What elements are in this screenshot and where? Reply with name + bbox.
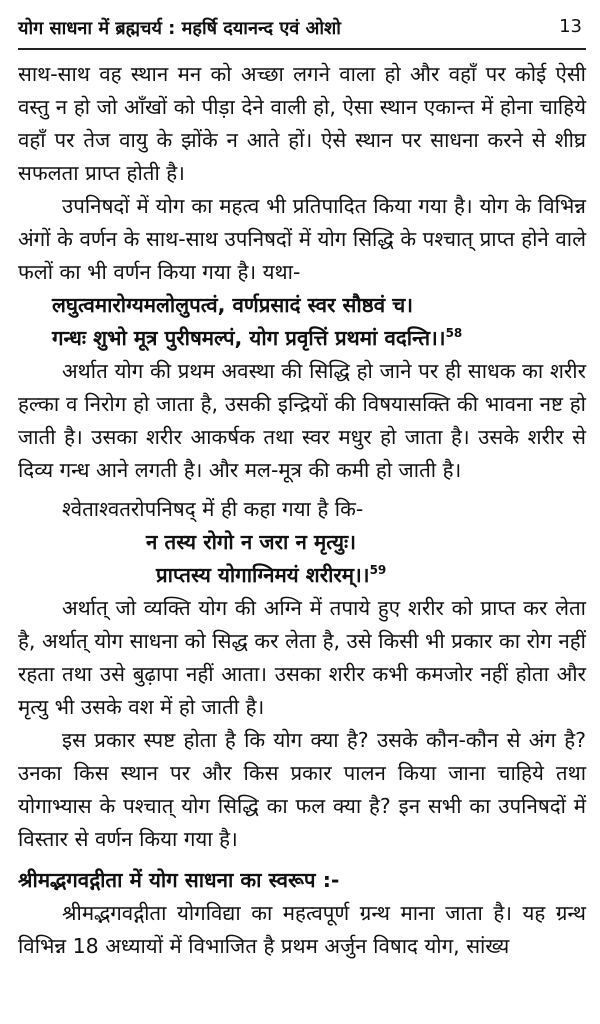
paragraph-2: उपनिषदों में योग का महत्व भी प्रतिपादित किया गया है। योग के विभिन्न अंगों के वर्णन के साथ-साथ उपनिषदों में योग सिद्धि के पश्चात् प्राप्त होने वाले फलों का भी वर्णन किया गया है। यथा- (18, 194, 586, 284)
footnote-ref-59: 59 (369, 563, 387, 578)
page-body (18, 58, 586, 963)
paragraph-5: अर्थात् जो व्यक्ति योग की अग्नि में तपाये हुए शरीर को प्राप्त कर लेता है, अर्थात् योग साधना को सिद्ध कर लेता है, उसे किसी भी प्रकार का रोग नहीं रहता तथा उसे बुढ़ापा नहीं आता। उसका शरीर कभी कमजोर नहीं होता और मृत्यु भी उसके वश में हो जाती है। (18, 596, 586, 719)
running-title: योग साधना में ब्रह्मचर्य : महर्षि दयानन्द एवं ओशो (18, 18, 341, 39)
verse-line-4 (18, 559, 586, 592)
verse-line-1-text: लघुत्वमारोग्यमलोलुपत्वं, वर्णप्रसादं स्वर सौष्ठवं च। (52, 293, 414, 317)
verse-line-1 (18, 289, 586, 322)
verse-line-2 (18, 322, 586, 355)
verse-line-3-text: न तस्य रोगो न जरा न मृत्युः। (146, 530, 356, 554)
verse-line-2-text: गन्धः शुभो मूत्र पुरीषमल्पं, योग प्रवृत्तिं प्रथमां वदन्ति।। (52, 326, 446, 350)
footnote-ref-58: 58 (445, 326, 463, 341)
paragraph-7: श्रीमद्भगवद्गीता योगविद्या का महत्वपूर्ण ग्रन्थ माना जाता है। यह ग्रन्थ विभिन्न 18 अध्यायों में विभाजित है प्रथम अर्जुन विषाद योग, सांख्य (18, 901, 586, 958)
paragraph-6: इस प्रकार स्पष्ट होता है कि योग क्या है? उसके कौन-कौन से अंग है? उनका किस स्थान पर और किस प्रकार पालन किया जाना चाहिये तथा योगाभ्यास के पश्चात् योग सिद्धि का फल क्या है? इन सभी का उपनिषदों में विस्तार से वर्णन किया गया है। (18, 728, 586, 851)
section-heading: श्रीमद्भगवद्गीता में योग साधना का स्वरूप :- (18, 868, 340, 892)
verse-line-3 (18, 526, 586, 559)
paragraph-1: साथ-साथ वह स्थान मन को अच्छा लगने वाला हो और वहाँ पर कोई ऐसी वस्तु न हो जो आँखों को पीड़ा देने वाली हो, ऐसा स्थान एकान्त में होना चाहिये वहाँ पर तेज वायु के झोंके न आते हों। ऐसे स्थान पर साधना करने से शीघ्र सफलता प्राप्त होती है। (18, 62, 586, 185)
page-header (18, 14, 586, 50)
page-number: 13 (559, 16, 582, 37)
paragraph-3: अर्थात योग की प्रथम अवस्था की सिद्धि हो जाने पर ही साधक का शरीर हल्का व निरोग हो जाता है, उसकी इन्द्रियों की विषयासक्ति की भावना नष्ट हो जाती है। उसका शरीर आकर्षक तथा स्वर मधुर हो जाता है। उसके शरीर से दिव्य गन्ध आने लगती है। और मल-मूत्र की कमी हो जाती है। (18, 359, 586, 482)
verse-line-4-text: प्राप्तस्य योगाग्निमयं शरीरम्।। (156, 563, 370, 587)
paragraph-4: श्वेताश्वतरोपनिषद् में ही कहा गया है कि- (62, 497, 364, 521)
